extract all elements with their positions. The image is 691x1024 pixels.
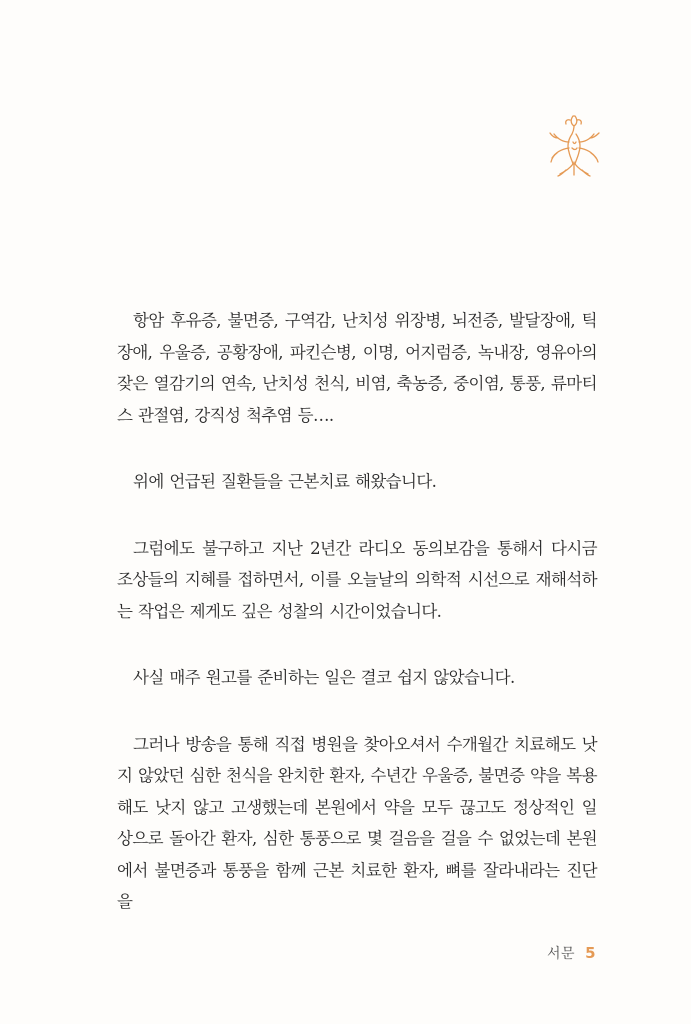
section-title: 서문: [547, 946, 576, 962]
body-text: [117, 305, 597, 918]
paragraph-5: 그러나 방송을 통해 직접 병원을 찾아오셔서 수개월간 치료해도 낫지 않았던 심한 천식을 완치한 환자, 수년간 우울증, 불면증 약을 복용해도 낫지 않고 고생했는데 본원에서 약을 모두 끊고도 정상적인 일상으로 돌아간 환자, 심한 통풍으로 몇 걸음을 걸을 수 없었는데 본원에서 불면증과 통풍을 함께 근본 치료한 환자, 뼈를 잘라내라는 진단을: [117, 734, 597, 911]
paragraph-3: 그럼에도 불구하고 지난 2년간 라디오 동의보감을 통해서 다시금 조상들의 지혜를 접하면서, 이를 오늘날의 의학적 시선으로 재해석하는 작업은 제게도 깊은 성찰의 시간이었습니다.: [117, 538, 597, 621]
ginseng-root-icon: [546, 112, 604, 178]
paragraph-4: 사실 매주 원고를 준비하는 일은 결코 쉽지 않았습니다.: [133, 668, 515, 687]
page-number: 5: [585, 944, 596, 962]
paragraph-2: 위에 언급된 질환들을 근본치료 해왔습니다.: [133, 472, 437, 491]
paragraph-1: 항암 후유증, 불면증, 구역감, 난치성 위장병, 뇌전증, 발달장애, 틱장애, 우울증, 공황장애, 파킨슨병, 이명, 어지럼증, 녹내장, 영유아의 잦은 열감기의 연속, 난치성 천식, 비염, 축농증, 중이염, 통풍, 류마티스 관절염, 강직성 척추염 등….: [117, 311, 597, 425]
page-footer: [547, 943, 596, 963]
